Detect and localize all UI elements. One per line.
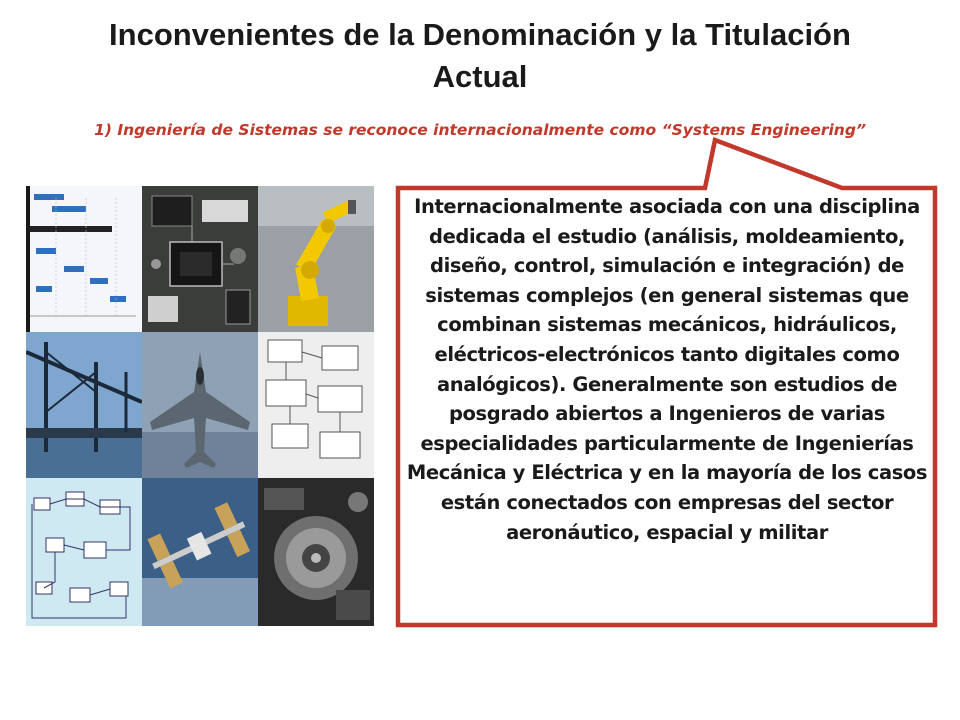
slide-subtitle: 1) Ingeniería de Sistemas se reconoce internacionalmente como “Systems Engineering” bbox=[94, 121, 866, 139]
callout-description: Internacionalmente asociada con una disciplina dedicada el estudio (análisis, moldeamiento, diseño, control, simulación e integración) de sistemas complejos (en general sistemas que combinan sistemas mecánicos, hidráulicos, eléctricos-electrónicos tanto digitales como analógicos). Generalmente son estudios de posgrado abiertos a Ingenieros de varias especialidades particularmente de Ingenierías Mecánica y Eléctrica y en la mayoría de los casos están conectados con empresas del sector aeronáutico, espacial y militar bbox=[406, 195, 928, 544]
slide-title: Inconvenientes de la Denominación y la Titulación Actual bbox=[109, 17, 851, 94]
